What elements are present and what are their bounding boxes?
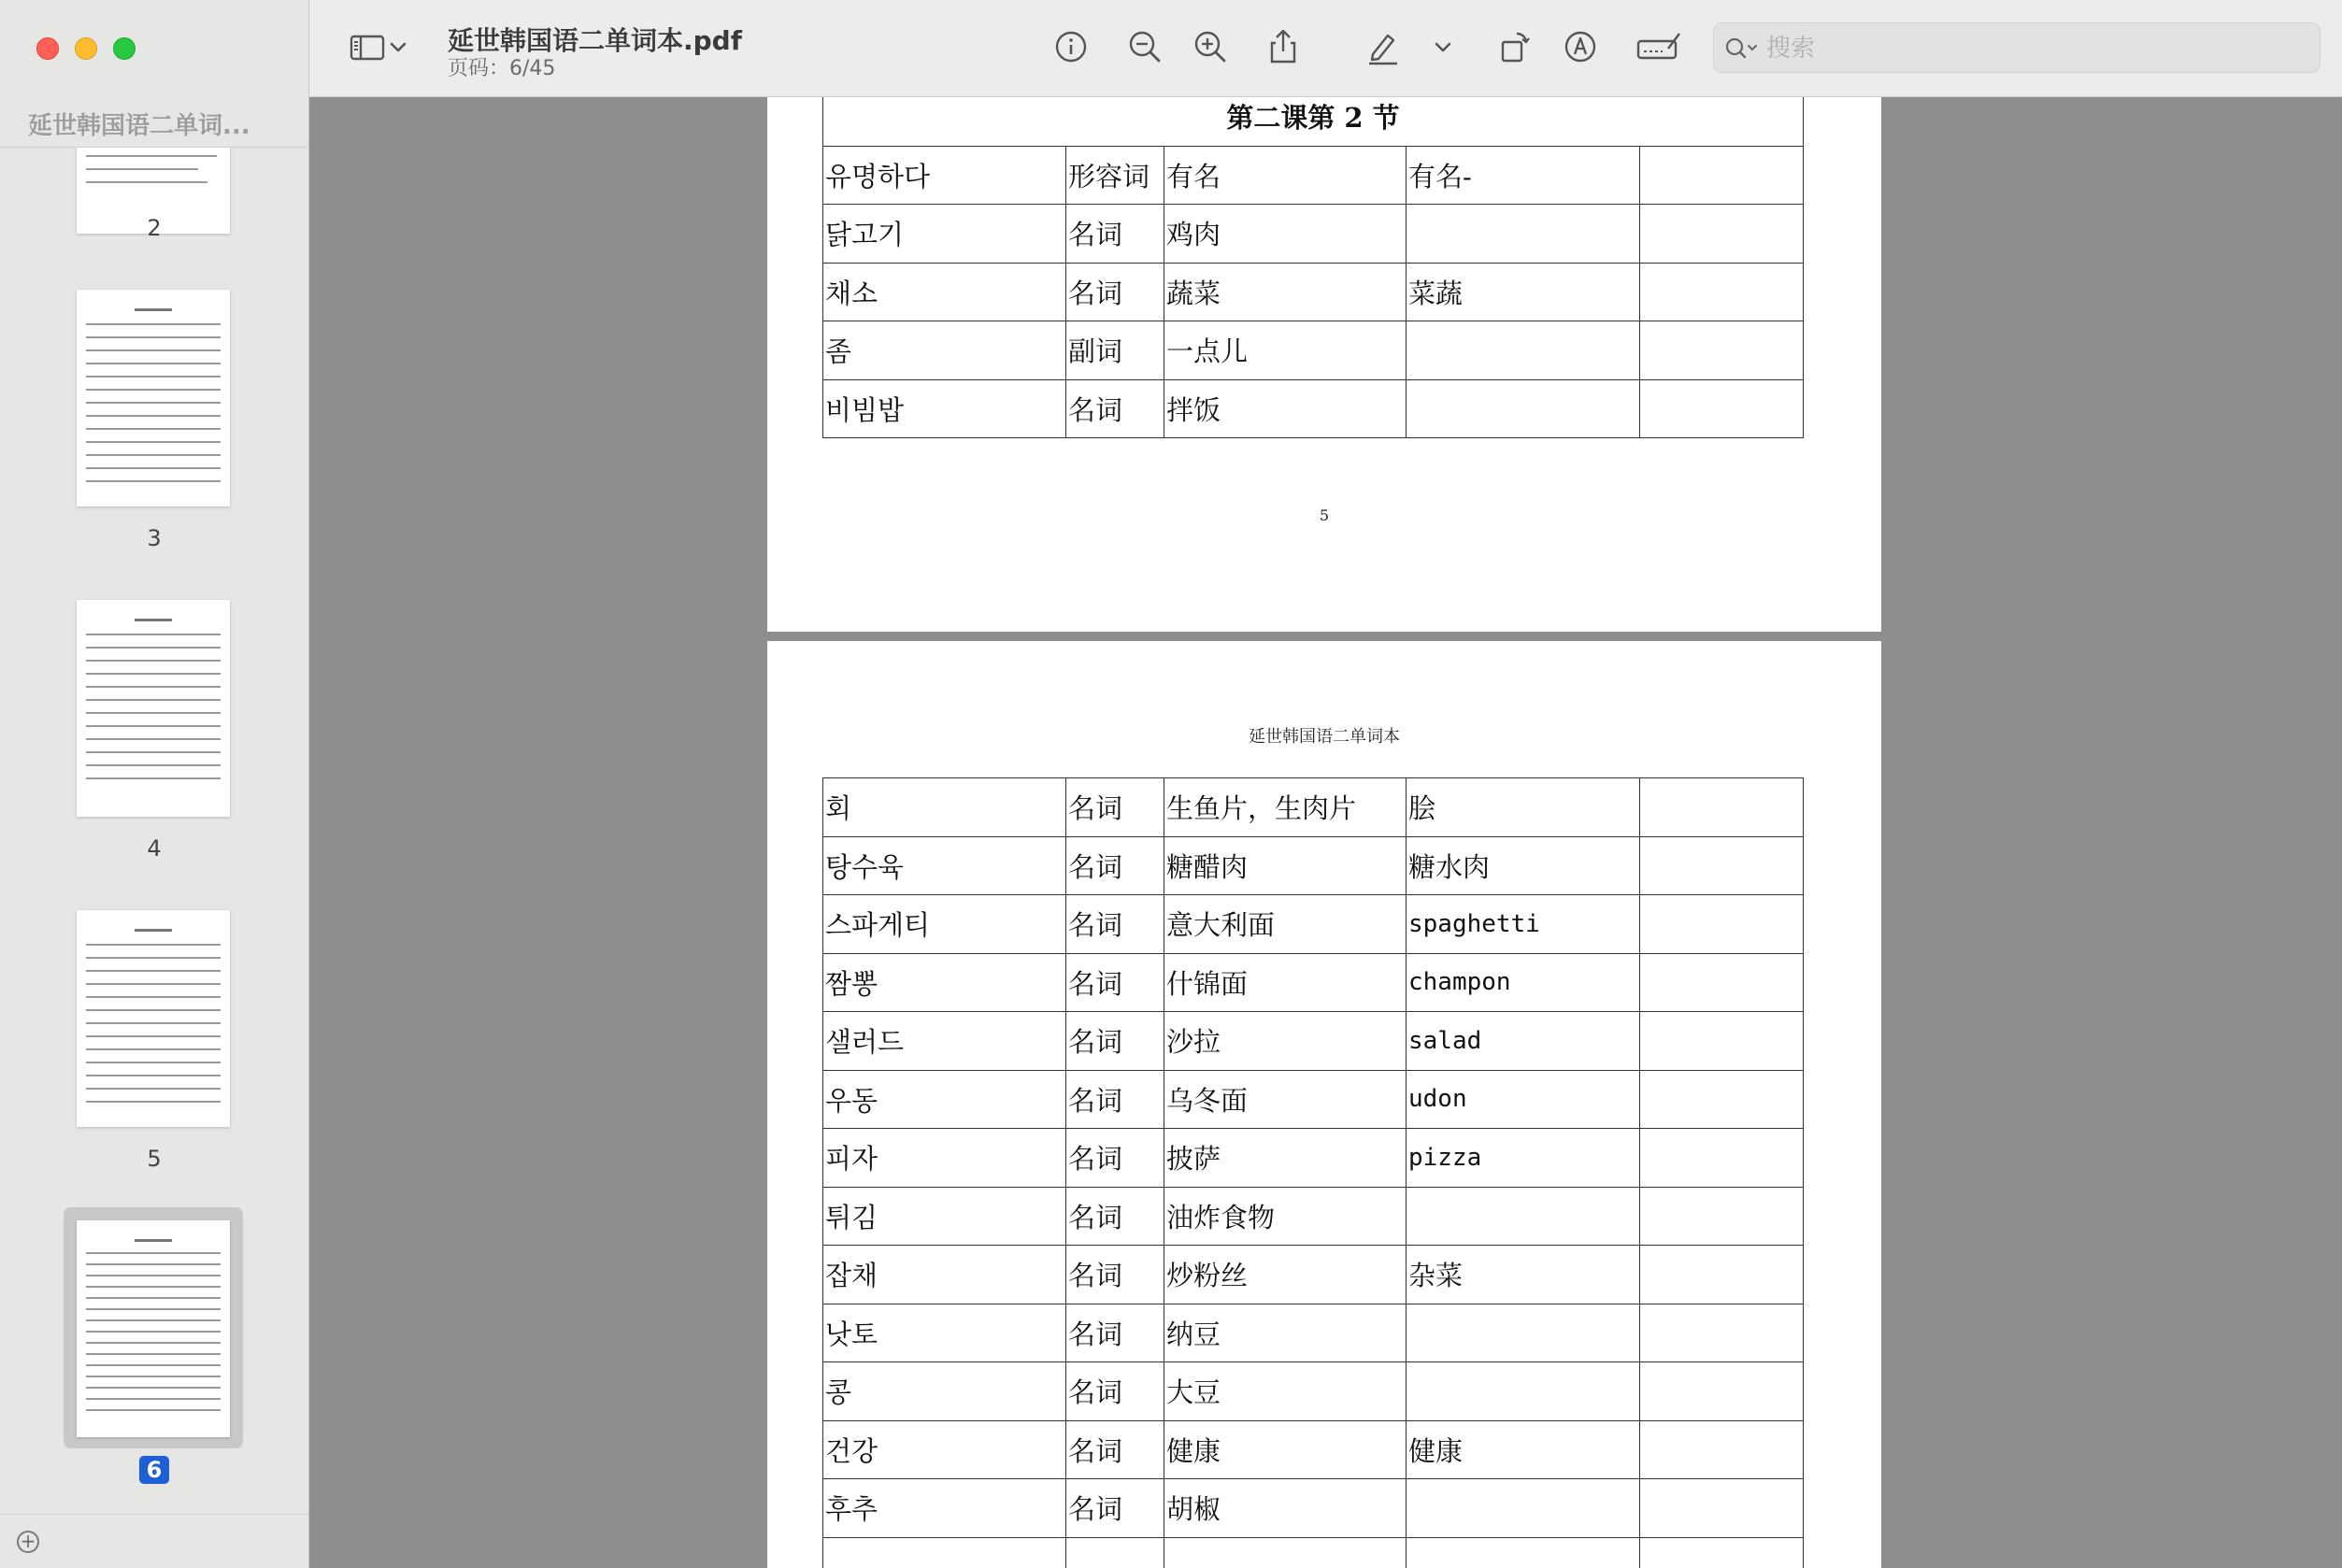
table-row [823, 953, 1804, 1012]
korean-word: 비빔밥 [823, 379, 1066, 438]
note [1640, 263, 1804, 321]
table-row [823, 146, 1804, 205]
part-of-speech: 形容词 [1066, 146, 1164, 205]
table-row [823, 1129, 1804, 1188]
note [1640, 953, 1804, 1012]
meaning: 一点儿 [1164, 321, 1407, 380]
origin [1407, 1537, 1640, 1568]
meaning [1164, 1537, 1407, 1568]
origin: 脍 [1407, 778, 1640, 837]
korean-word: 후추 [823, 1479, 1066, 1538]
meaning: 蔬菜 [1164, 263, 1407, 321]
meaning: 有名 [1164, 146, 1407, 205]
thumbnail-page-3[interactable] [77, 290, 230, 506]
vocab-table-page-6 [822, 777, 1804, 1568]
note [1640, 379, 1804, 438]
meaning: 什锦面 [1164, 953, 1407, 1012]
note [1640, 1129, 1804, 1188]
minimize-window-button[interactable] [75, 37, 97, 60]
part-of-speech: 名词 [1066, 1129, 1164, 1188]
info-icon[interactable] [1050, 26, 1092, 67]
meaning: 鸡肉 [1164, 205, 1407, 264]
page-indicator: 页码：6/45 [448, 57, 556, 80]
note [1640, 205, 1804, 264]
part-of-speech: 名词 [1066, 1479, 1164, 1538]
part-of-speech: 名词 [1066, 379, 1164, 438]
korean-word: 채소 [823, 263, 1066, 321]
chevron-down-icon[interactable] [386, 26, 410, 67]
share-icon[interactable] [1263, 26, 1304, 67]
origin: udon [1407, 1070, 1640, 1129]
rotate-icon[interactable] [1494, 26, 1535, 67]
note [1640, 1246, 1804, 1304]
thumbnail-label-5: 5 [147, 1146, 162, 1172]
search-field[interactable] [1713, 22, 2321, 73]
document-title: 延世韩国语二单词本.pdf [448, 25, 742, 56]
note [1640, 778, 1804, 837]
origin: pizza [1407, 1129, 1640, 1188]
meaning: 乌冬面 [1164, 1070, 1407, 1129]
table-row [823, 1362, 1804, 1421]
table-row [823, 379, 1804, 438]
origin: 有名- [1407, 146, 1640, 205]
meaning: 纳豆 [1164, 1304, 1407, 1362]
part-of-speech: 名词 [1066, 1012, 1164, 1071]
origin [1407, 1304, 1640, 1362]
korean-word: 좀 [823, 321, 1066, 380]
page-number: 5 [1319, 506, 1330, 524]
note [1640, 895, 1804, 954]
korean-word: 짬뽕 [823, 953, 1066, 1012]
note [1640, 1362, 1804, 1421]
meaning: 油炸食物 [1164, 1187, 1407, 1246]
part-of-speech: 名词 [1066, 1420, 1164, 1479]
origin: salad [1407, 1012, 1640, 1071]
meaning: 沙拉 [1164, 1012, 1407, 1071]
origin [1407, 379, 1640, 438]
part-of-speech [1066, 1537, 1164, 1568]
korean-word: 회 [823, 778, 1066, 837]
thumbnail-label-4: 4 [147, 835, 162, 862]
section-title: 第二课第 2 节 [823, 97, 1804, 146]
pdf-page-6 [767, 641, 1881, 1568]
korean-word: 유명하다 [823, 146, 1066, 205]
origin: 杂菜 [1407, 1246, 1640, 1304]
meaning: 大豆 [1164, 1362, 1407, 1421]
page-header: 延世韩国语二单词本 [1249, 727, 1400, 747]
note [1640, 1420, 1804, 1479]
selected-page-badge: 6 [139, 1456, 170, 1484]
part-of-speech: 名词 [1066, 1246, 1164, 1304]
origin [1407, 1187, 1640, 1246]
table-row [823, 205, 1804, 264]
origin [1407, 205, 1640, 264]
thumbnail-label-3: 3 [147, 525, 162, 551]
search-input[interactable] [1764, 23, 2310, 74]
part-of-speech: 名词 [1066, 953, 1164, 1012]
korean-word: 탕수육 [823, 836, 1066, 895]
table-row [823, 263, 1804, 321]
table-row [823, 1537, 1804, 1568]
part-of-speech: 名词 [1066, 1304, 1164, 1362]
thumbnail-page-5[interactable] [77, 910, 230, 1127]
korean-word: 우동 [823, 1070, 1066, 1129]
meaning: 健康 [1164, 1420, 1407, 1479]
toolbar [309, 0, 2342, 97]
table-row [823, 895, 1804, 954]
note [1640, 1537, 1804, 1568]
thumbnail-label-6 [0, 1456, 308, 1484]
zoom-out-icon[interactable] [1124, 26, 1165, 67]
origin [1407, 321, 1640, 380]
part-of-speech: 名词 [1066, 1070, 1164, 1129]
korean-word: 콩 [823, 1362, 1066, 1421]
note [1640, 1304, 1804, 1362]
note [1640, 321, 1804, 380]
note [1640, 836, 1804, 895]
origin: 健康 [1407, 1420, 1640, 1479]
part-of-speech: 名词 [1066, 895, 1164, 954]
korean-word: 샐러드 [823, 1012, 1066, 1071]
table-row [823, 1304, 1804, 1362]
part-of-speech: 副词 [1066, 321, 1164, 380]
thumbnail-list[interactable] [0, 148, 308, 1512]
part-of-speech: 名词 [1066, 836, 1164, 895]
table-row [823, 1187, 1804, 1246]
origin: spaghetti [1407, 895, 1640, 954]
document-canvas[interactable] [309, 97, 2342, 1568]
table-row [823, 1420, 1804, 1479]
meaning: 拌饭 [1164, 379, 1407, 438]
korean-word: 피자 [823, 1129, 1066, 1188]
sidebar-footer-divider [0, 1514, 308, 1515]
table-section-row [823, 97, 1804, 146]
sidebar [0, 0, 309, 1568]
signature-icon[interactable] [1635, 26, 1683, 67]
korean-word: 스파게티 [823, 895, 1066, 954]
table-row [823, 1012, 1804, 1071]
search-icon [1723, 35, 1763, 63]
meaning: 炒粉丝 [1164, 1246, 1407, 1304]
highlight-pen-icon[interactable] [1362, 26, 1403, 67]
korean-word: 닭고기 [823, 205, 1066, 264]
vocab-table-page-5 [822, 97, 1804, 438]
table-row [823, 778, 1804, 837]
zoom-window-button[interactable] [113, 37, 136, 60]
origin: 菜蔬 [1407, 263, 1640, 321]
thumbnail-page-6[interactable] [77, 1220, 230, 1437]
table-row [823, 836, 1804, 895]
close-window-button[interactable] [36, 37, 59, 60]
add-page-button[interactable]: + [17, 1531, 39, 1553]
zoom-in-icon[interactable] [1190, 26, 1231, 67]
korean-word: 잡채 [823, 1246, 1066, 1304]
sidebar-toggle-icon[interactable] [347, 26, 388, 67]
sidebar-title: 延世韩国语二单词... [28, 112, 250, 140]
korean-word: 낫토 [823, 1304, 1066, 1362]
table-row [823, 321, 1804, 380]
meaning: 披萨 [1164, 1129, 1407, 1188]
part-of-speech: 名词 [1066, 1187, 1164, 1246]
note [1640, 1479, 1804, 1538]
origin: champon [1407, 953, 1640, 1012]
part-of-speech: 名词 [1066, 1362, 1164, 1421]
meaning: 意大利面 [1164, 895, 1407, 954]
korean-word [823, 1537, 1066, 1568]
part-of-speech: 名词 [1066, 205, 1164, 264]
note [1640, 1070, 1804, 1129]
part-of-speech: 名词 [1066, 778, 1164, 837]
meaning: 糖醋肉 [1164, 836, 1407, 895]
thumbnail-label-2: 2 [147, 215, 162, 241]
korean-word: 건강 [823, 1420, 1066, 1479]
markup-icon[interactable] [1560, 26, 1601, 67]
table-row [823, 1070, 1804, 1129]
meaning: 胡椒 [1164, 1479, 1407, 1538]
thumbnail-page-4[interactable] [77, 600, 230, 817]
note [1640, 1187, 1804, 1246]
note [1640, 146, 1804, 205]
origin [1407, 1479, 1640, 1538]
table-row [823, 1246, 1804, 1304]
part-of-speech: 名词 [1066, 263, 1164, 321]
origin [1407, 1362, 1640, 1421]
pdf-page-5 [767, 97, 1881, 632]
note [1640, 1012, 1804, 1071]
table-row [823, 1479, 1804, 1538]
highlight-options-chevron-icon[interactable] [1431, 26, 1455, 67]
origin: 糖水肉 [1407, 836, 1640, 895]
korean-word: 튀김 [823, 1187, 1066, 1246]
meaning: 生鱼片，生肉片 [1164, 778, 1407, 837]
